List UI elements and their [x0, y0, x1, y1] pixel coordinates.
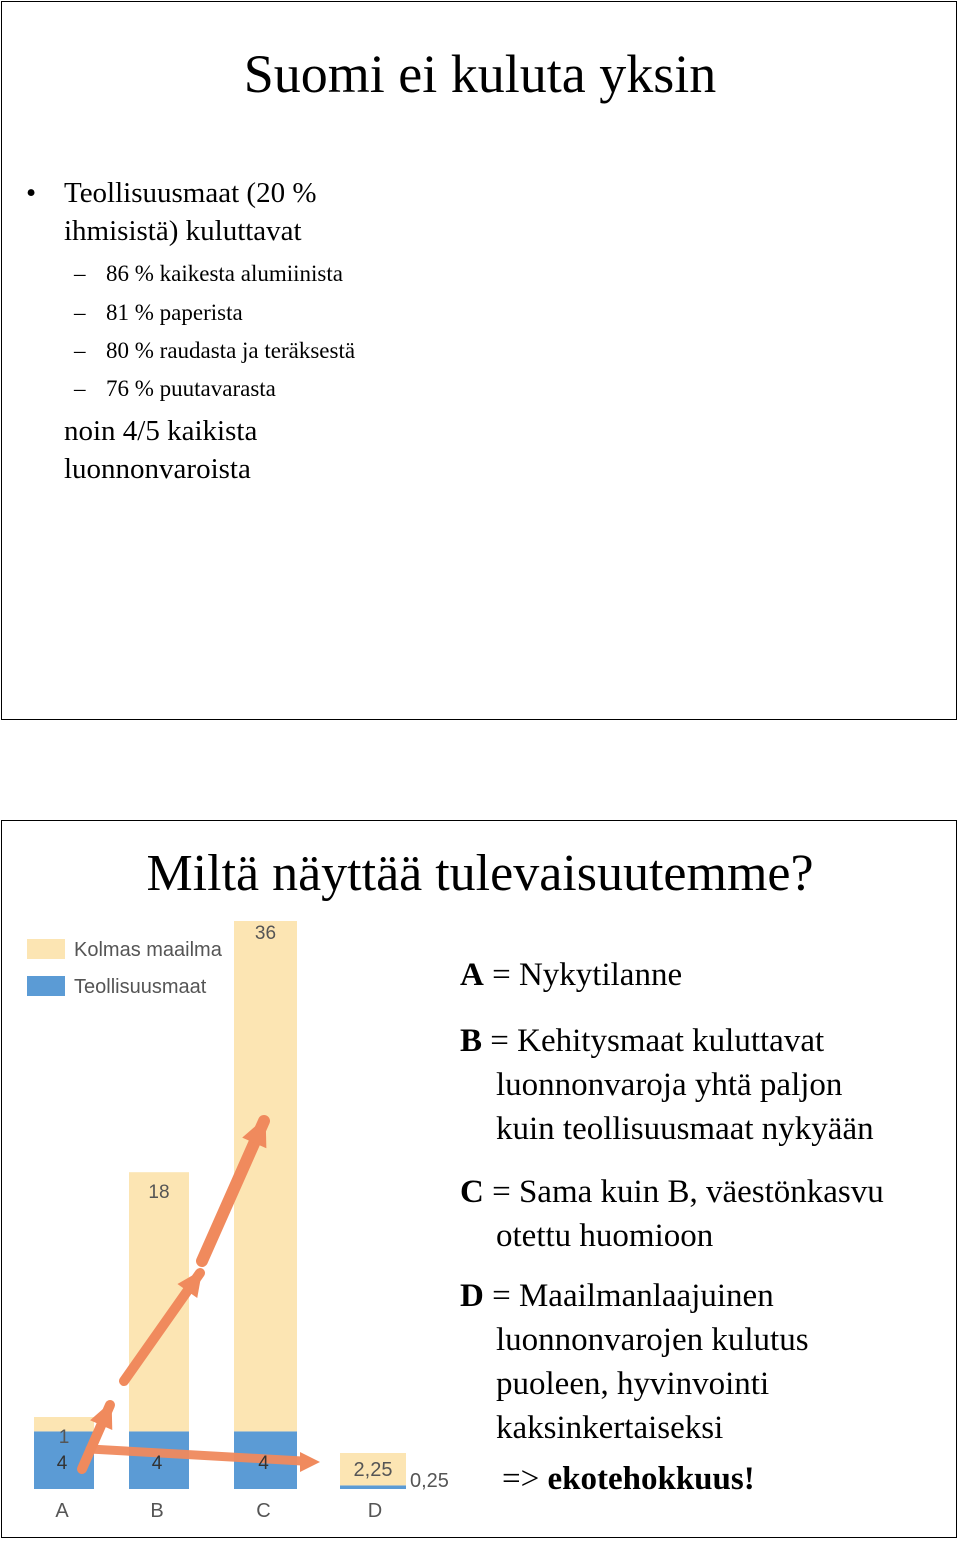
item-b-line-2: luonnonvaroja yhtä paljon	[496, 1067, 843, 1103]
chart-legend	[27, 939, 223, 998]
item-a	[460, 953, 682, 997]
bar-label-bottom: 4	[258, 1453, 269, 1474]
consumption-chart	[2, 921, 452, 1531]
slide-2-title: Miltä näyttää tulevaisuutemme?	[146, 845, 814, 902]
category-label: D	[367, 1500, 383, 1522]
legend-swatch	[27, 976, 65, 996]
category-label: C	[256, 1500, 271, 1522]
item-c-line-2: otettu huomioon	[496, 1218, 714, 1254]
legend-label: Teollisuusmaat	[74, 976, 207, 998]
sub-item-text: 80 % raudasta ja teräksestä	[106, 338, 356, 363]
item-c	[460, 1170, 884, 1258]
bullet-line-2: ihmisistä) kuluttavat	[64, 215, 302, 247]
category-label: B	[150, 1500, 164, 1522]
bar-label-top: 1	[58, 1427, 70, 1448]
item-d-line-4: kaksinkertaiseksi	[496, 1410, 724, 1446]
dash-marker: –	[74, 261, 86, 286]
slide-1-title: Suomi ei kuluta yksin	[243, 44, 717, 104]
conclusion-prefix: =>	[502, 1461, 548, 1497]
item-a-key: A	[460, 957, 484, 993]
conclusion	[502, 1457, 755, 1501]
bar-label-bottom: 0,25	[410, 1470, 449, 1492]
chart-bars	[34, 921, 406, 1489]
bar-label-bottom: 4	[151, 1453, 163, 1474]
sub-item-text: 76 % puutavarasta	[106, 376, 276, 401]
item-b	[460, 1019, 874, 1151]
bar-label-top: 36	[254, 923, 277, 944]
category-label: A	[55, 1500, 69, 1522]
conclusion-bold: ekotehokkuus!	[547, 1461, 755, 1497]
item-c-key: C	[460, 1174, 484, 1210]
dash-marker: –	[74, 376, 86, 401]
bar-segment-teollisuusmaat	[340, 1485, 406, 1489]
item-c-text: = Sama kuin B, väestönkasvu	[483, 1174, 884, 1210]
item-d-text: = Maailmanlaajuinen	[483, 1278, 774, 1314]
dash-marker: –	[74, 338, 86, 363]
item-b-key: B	[460, 1023, 483, 1059]
item-d-line-3: puoleen, hyvinvointi	[496, 1366, 770, 1402]
summary-line-2: luonnonvaroista	[64, 453, 251, 485]
trend-arrow-head	[300, 1452, 320, 1472]
item-d	[460, 1274, 809, 1450]
sub-item-text: 86 % kaikesta alumiinista	[106, 261, 343, 286]
bullet-dot: •	[26, 177, 37, 209]
item-b-line-3: kuin teollisuusmaat nykyään	[496, 1111, 874, 1147]
sub-item-text: 81 % paperista	[106, 300, 243, 325]
summary-text	[64, 412, 384, 488]
slide-1	[1, 1, 957, 720]
item-b-text: = Kehitysmaat kuluttavat	[482, 1023, 825, 1059]
summary-line-1: noin 4/5 kaikista	[64, 415, 258, 447]
legend-swatch	[27, 939, 65, 959]
legend-label: Kolmas maailma	[74, 939, 222, 961]
slide-2	[1, 820, 957, 1538]
bar-label-top: 18	[148, 1182, 170, 1204]
item-a-text: = Nykytilanne	[483, 957, 683, 993]
item-d-key: D	[460, 1278, 484, 1314]
bar-label-top: 2,25	[353, 1459, 393, 1481]
item-d-line-2: luonnonvarojen kulutus	[496, 1322, 809, 1358]
dash-marker: –	[74, 300, 86, 325]
bullet-line-1: Teollisuusmaat (20 %	[64, 177, 317, 209]
bar-label-bottom: 4	[56, 1453, 68, 1474]
